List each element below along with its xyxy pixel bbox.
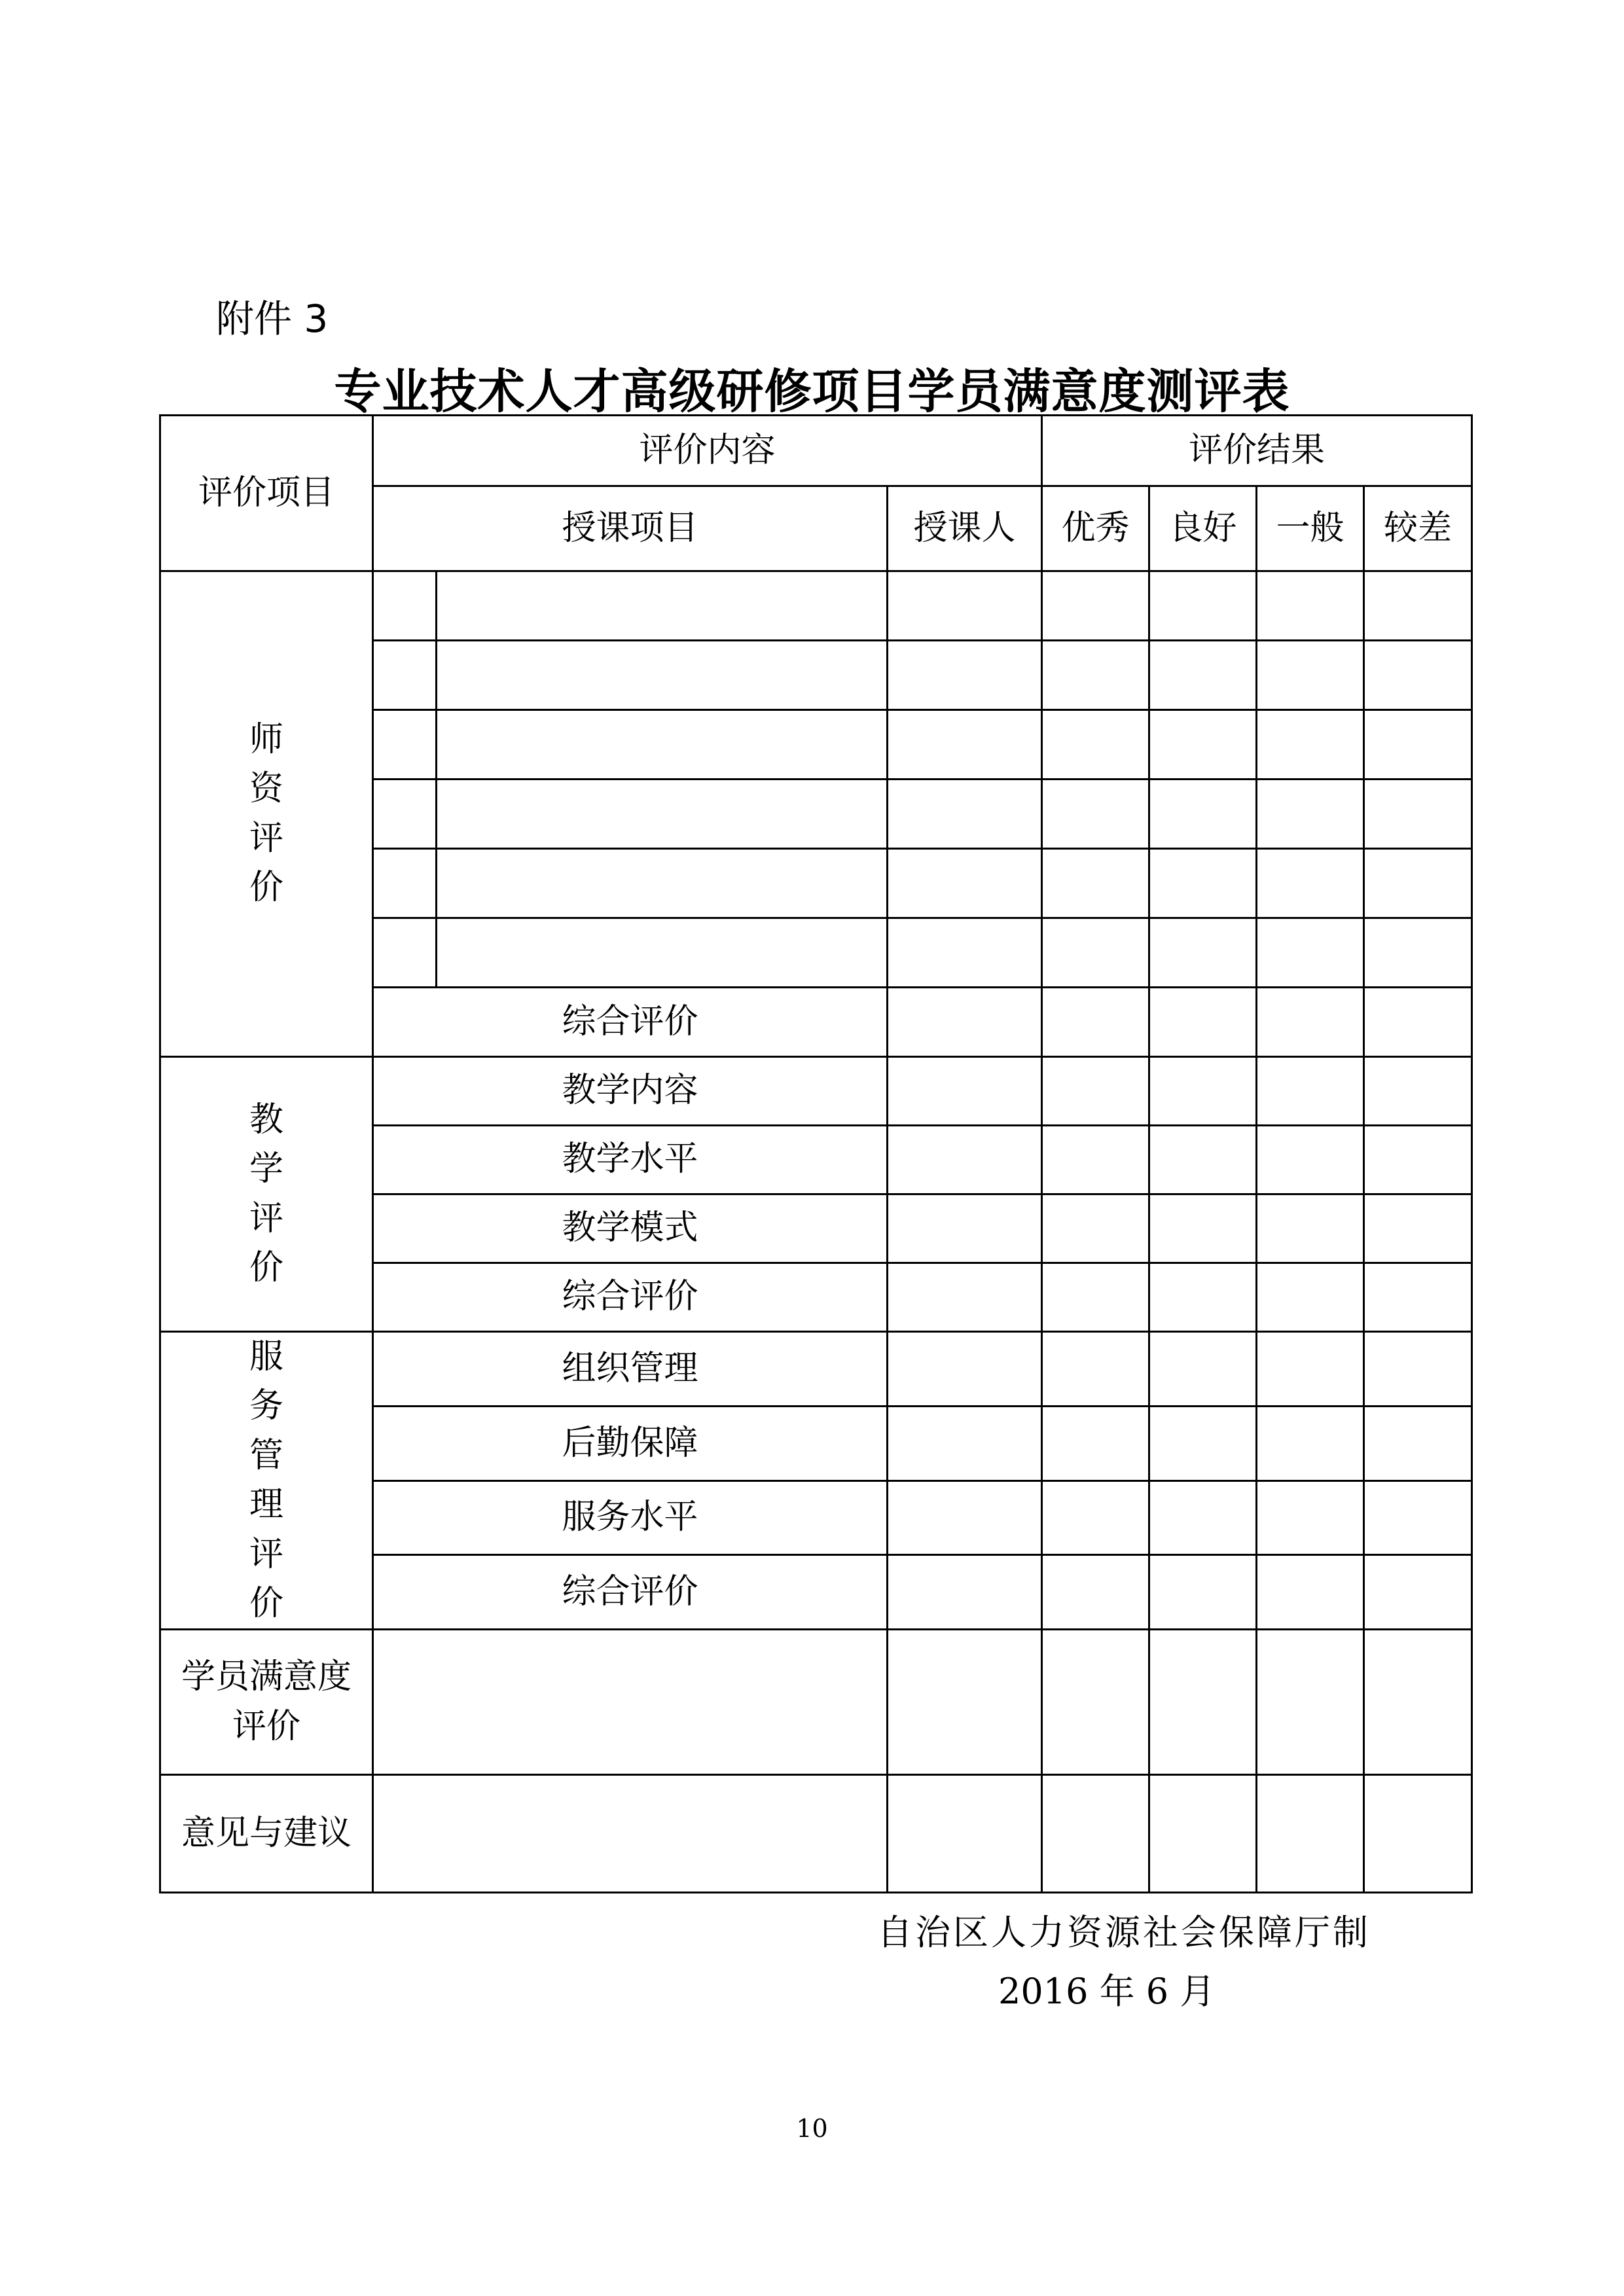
cell-rating[interactable] <box>1149 571 1257 641</box>
cell-rating[interactable] <box>1257 1480 1364 1555</box>
cell-rating[interactable] <box>1042 1057 1149 1126</box>
service-item-label: 后勤保障 <box>373 1406 888 1480</box>
cell-index[interactable] <box>373 641 437 710</box>
teaching-item-label: 教学内容 <box>373 1057 888 1126</box>
cell-rating[interactable] <box>1364 1775 1472 1893</box>
cell-rating[interactable] <box>1149 918 1257 988</box>
cell-index[interactable] <box>373 918 437 988</box>
form-title: 专业技术人才高级研修项目学员满意度测评表 <box>334 363 1290 419</box>
header-eval-item: 评价项目 <box>160 416 373 571</box>
cell-lecturer[interactable] <box>888 1775 1042 1893</box>
cell-rating[interactable] <box>1364 1555 1472 1630</box>
cell-lecturer[interactable] <box>888 988 1042 1057</box>
teacher-summary-label: 综合评价 <box>373 988 888 1057</box>
issue-date: 2016 年 6 月 <box>998 1971 1216 2012</box>
cell-rating[interactable] <box>1257 1263 1364 1332</box>
attachment-label: 附件 3 <box>216 296 329 341</box>
cell-rating[interactable] <box>1149 1126 1257 1194</box>
cell-lecturer[interactable] <box>888 710 1042 780</box>
cell-rating[interactable] <box>1149 710 1257 780</box>
cell-rating[interactable] <box>1364 1630 1472 1775</box>
cell-rating[interactable] <box>1149 1775 1257 1893</box>
cell-lecturer[interactable] <box>888 918 1042 988</box>
issuer-text: 自治区人力资源社会保障厅制 <box>877 1912 1371 1953</box>
header-eval-content: 评价内容 <box>373 416 1042 486</box>
header-rating-excellent: 优秀 <box>1042 486 1149 571</box>
cell-lecturer[interactable] <box>888 641 1042 710</box>
service-item-label: 服务水平 <box>373 1480 888 1555</box>
cell-rating[interactable] <box>1042 1555 1149 1630</box>
cell-course[interactable] <box>437 641 888 710</box>
cell-rating[interactable] <box>1042 780 1149 849</box>
suggestions-label: 意见与建议 <box>160 1775 373 1893</box>
cell-rating[interactable] <box>1257 849 1364 918</box>
header-lecturer: 授课人 <box>888 486 1042 571</box>
page-number: 10 <box>796 2114 828 2143</box>
cell-rating[interactable] <box>1364 1263 1472 1332</box>
cell-rating[interactable] <box>1364 710 1472 780</box>
cell-rating[interactable] <box>1149 1555 1257 1630</box>
cell-rating[interactable] <box>1042 1126 1149 1194</box>
cell-rating[interactable] <box>1257 1555 1364 1630</box>
cell-lecturer[interactable] <box>888 849 1042 918</box>
cell-lecturer[interactable] <box>888 1406 1042 1480</box>
teaching-item-label: 教学水平 <box>373 1126 888 1194</box>
cell-rating[interactable] <box>1364 1480 1472 1555</box>
cell-rating[interactable] <box>1364 918 1472 988</box>
cell-rating[interactable] <box>1042 710 1149 780</box>
evaluation-table <box>159 414 1473 1893</box>
cell-rating[interactable] <box>1257 1194 1364 1263</box>
header-rating-poor: 较差 <box>1364 486 1472 571</box>
cell-rating[interactable] <box>1149 780 1257 849</box>
cell-rating[interactable] <box>1364 571 1472 641</box>
service-item-label: 综合评价 <box>373 1555 888 1630</box>
cell-rating[interactable] <box>1149 849 1257 918</box>
header-rating-good: 良好 <box>1149 486 1257 571</box>
cell-rating[interactable] <box>1364 1406 1472 1480</box>
header-eval-result: 评价结果 <box>1042 416 1472 486</box>
cell-rating[interactable] <box>1257 571 1364 641</box>
cell-lecturer[interactable] <box>888 571 1042 641</box>
header-rating-average: 一般 <box>1257 486 1364 571</box>
cell-course[interactable] <box>437 918 888 988</box>
cell-index[interactable] <box>373 571 437 641</box>
cell-rating[interactable] <box>1257 1057 1364 1126</box>
cell-lecturer[interactable] <box>888 1263 1042 1332</box>
section-label-line: 价 <box>249 1247 283 1287</box>
satisfaction-content-cell[interactable] <box>373 1630 888 1775</box>
cell-rating[interactable] <box>1149 1263 1257 1332</box>
cell-rating[interactable] <box>1042 1332 1149 1407</box>
section-label-line: 教 <box>249 1100 283 1139</box>
header-course: 授课项目 <box>373 486 888 571</box>
cell-rating[interactable] <box>1364 641 1472 710</box>
cell-rating[interactable] <box>1042 1775 1149 1893</box>
cell-lecturer[interactable] <box>888 1630 1042 1775</box>
cell-lecturer[interactable] <box>888 1126 1042 1194</box>
cell-lecturer[interactable] <box>888 780 1042 849</box>
cell-rating[interactable] <box>1257 641 1364 710</box>
section-label-line: 学 <box>249 1149 283 1189</box>
section-label-line: 务 <box>249 1386 283 1426</box>
cell-rating[interactable] <box>1257 1406 1364 1480</box>
cell-rating[interactable] <box>1042 1480 1149 1555</box>
section-label-line: 管 <box>249 1435 283 1475</box>
section-label-line: 价 <box>249 867 283 907</box>
satisfaction-label-line: 学员满意度 <box>181 1657 352 1697</box>
cell-rating[interactable] <box>1042 1194 1149 1263</box>
cell-rating[interactable] <box>1257 1126 1364 1194</box>
cell-course[interactable] <box>437 710 888 780</box>
satisfaction-label-line: 评价 <box>232 1706 300 1746</box>
service-item-label: 组织管理 <box>373 1332 888 1407</box>
cell-course[interactable] <box>437 571 888 641</box>
cell-rating[interactable] <box>1364 1126 1472 1194</box>
cell-rating[interactable] <box>1257 710 1364 780</box>
cell-rating[interactable] <box>1042 1263 1149 1332</box>
teaching-item-label: 教学模式 <box>373 1194 888 1263</box>
teaching-item-label: 综合评价 <box>373 1263 888 1332</box>
cell-course[interactable] <box>437 849 888 918</box>
cell-rating[interactable] <box>1042 1630 1149 1775</box>
cell-index[interactable] <box>373 780 437 849</box>
cell-rating[interactable] <box>1042 849 1149 918</box>
cell-rating[interactable] <box>1257 988 1364 1057</box>
cell-rating[interactable] <box>1149 1630 1257 1775</box>
section-label-line: 服 <box>249 1337 283 1376</box>
cell-rating[interactable] <box>1149 641 1257 710</box>
cell-lecturer[interactable] <box>888 1194 1042 1263</box>
section-label-line: 评 <box>249 1198 283 1238</box>
satisfaction-label <box>160 1630 373 1775</box>
cell-index[interactable] <box>373 710 437 780</box>
cell-lecturer[interactable] <box>888 1057 1042 1126</box>
section-label-line: 资 <box>249 769 283 809</box>
cell-rating[interactable] <box>1257 918 1364 988</box>
cell-rating[interactable] <box>1257 1630 1364 1775</box>
section-label-line: 理 <box>249 1485 283 1525</box>
cell-lecturer[interactable] <box>888 1555 1042 1630</box>
cell-lecturer[interactable] <box>888 1332 1042 1407</box>
cell-course[interactable] <box>437 780 888 849</box>
cell-rating[interactable] <box>1149 1480 1257 1555</box>
cell-rating[interactable] <box>1257 780 1364 849</box>
section-label-line: 师 <box>249 719 283 759</box>
section-label-teacher <box>160 571 373 1057</box>
section-label-line: 评 <box>249 818 283 858</box>
cell-rating[interactable] <box>1149 988 1257 1057</box>
cell-rating[interactable] <box>1042 988 1149 1057</box>
cell-rating[interactable] <box>1257 1775 1364 1893</box>
cell-rating[interactable] <box>1042 918 1149 988</box>
cell-rating[interactable] <box>1364 1332 1472 1407</box>
section-label-line: 价 <box>249 1583 283 1623</box>
suggestions-content-cell[interactable] <box>373 1775 888 1893</box>
cell-index[interactable] <box>373 849 437 918</box>
cell-rating[interactable] <box>1042 641 1149 710</box>
cell-rating[interactable] <box>1364 1057 1472 1126</box>
cell-rating[interactable] <box>1257 1332 1364 1407</box>
cell-rating[interactable] <box>1042 1406 1149 1480</box>
section-label-teaching <box>160 1057 373 1332</box>
section-label-service <box>160 1332 373 1630</box>
cell-rating[interactable] <box>1042 571 1149 641</box>
cell-rating[interactable] <box>1149 1194 1257 1263</box>
cell-rating[interactable] <box>1364 780 1472 849</box>
cell-rating[interactable] <box>1149 1057 1257 1126</box>
cell-rating[interactable] <box>1149 1332 1257 1407</box>
section-label-line: 评 <box>249 1534 283 1574</box>
cell-rating[interactable] <box>1364 849 1472 918</box>
cell-rating[interactable] <box>1364 988 1472 1057</box>
cell-rating[interactable] <box>1149 1406 1257 1480</box>
cell-rating[interactable] <box>1364 1194 1472 1263</box>
cell-lecturer[interactable] <box>888 1480 1042 1555</box>
